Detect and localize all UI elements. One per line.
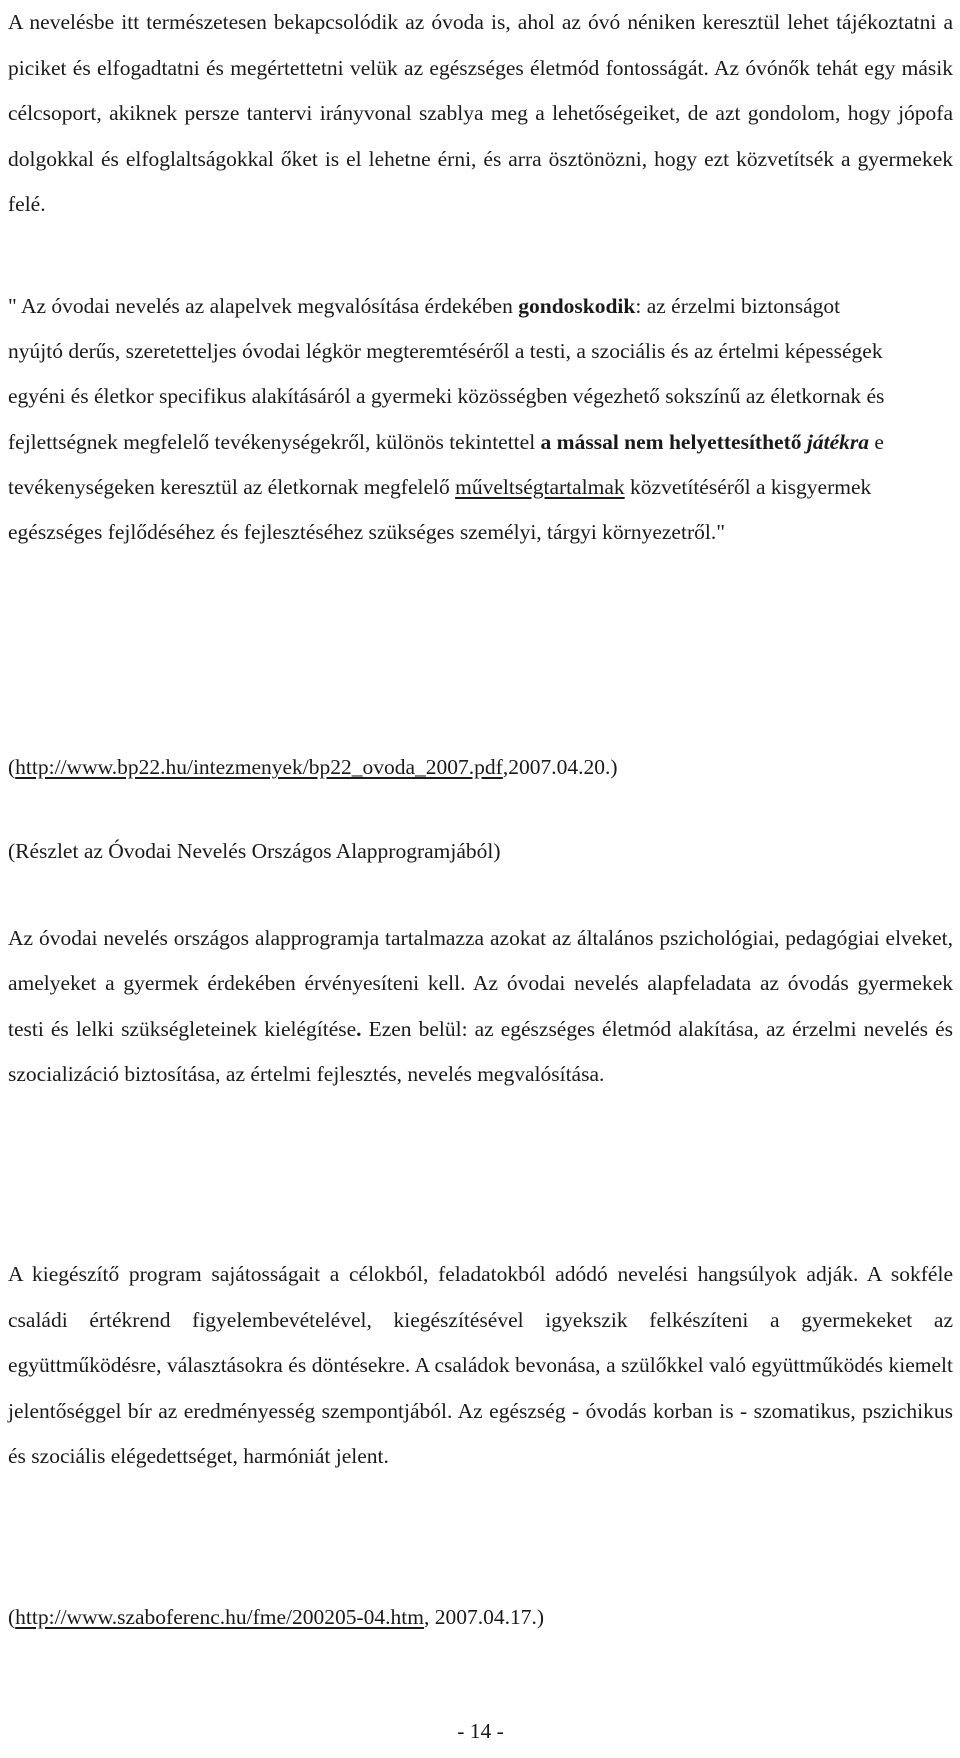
source-citation-1 — [8, 752, 898, 782]
quote-bold-phrase: a mással nem helyettesíthető — [540, 429, 802, 454]
program-text-1: Az óvodai nevelés országos alapprogramja tartalmazza azokat az általános pszichológiai, pedagógiai elveket, amelyeket a gyermek érdekében érvényesíteni kell. Az óvodai nevelés alapfeladata az óvodás gyermekek testi és lelki szükségleteinek kielégítése — [8, 926, 953, 1041]
source1-link[interactable]: http://www.bp22.hu/intezmenyek/bp22_ovoda_2007.pdf — [15, 755, 503, 779]
quote-underlined-word: műveltségtartalmak — [455, 474, 625, 499]
paragraph-program — [8, 916, 953, 1097]
source2-text: (Részlet az Óvodai Nevelés Országos Alapprogramjából) — [8, 839, 501, 863]
paragraph-intro — [8, 0, 953, 228]
intro-text: A nevelésbe itt természetesen bekapcsolódik az óvoda is, ahol az óvó néniken keresztül lehet tájékoztatni a piciket és elfogadtatni és megértettetni velük az egészséges életmód fontosságát. Az óvónők tehát egy másik célcsoport, akiknek persze tantervi irányvonal szablya meg a lehetőségeiket, de azt gondolom, hogy jópofa dolgokkal és elfoglaltságokkal őket is el lehetne érni, és arra ösztönözni, hogy ezt közvetítsék a gyermekek felé. — [8, 10, 953, 217]
paragraph-kiegeszito — [8, 1252, 953, 1480]
source3-link[interactable]: http://www.szaboferenc.hu/fme/200205-04.htm — [15, 1605, 424, 1629]
quote-text-3: e tevékenységeken keresztül az életkornak megfelelő — [8, 429, 884, 499]
quote-text-1: " Az óvodai nevelés az alapelvek megvalósítása érdekében — [8, 294, 519, 318]
source3-open: ( — [8, 1605, 16, 1629]
quote-bolditalic-jatekra: játékra — [806, 429, 869, 454]
source-citation-2 — [8, 836, 898, 866]
page-number: - 14 - — [457, 1719, 504, 1743]
program-bold-dot: . — [356, 1016, 362, 1041]
source-citation-3 — [8, 1602, 898, 1632]
source1-rest: ,2007.04.20.) — [502, 755, 618, 779]
quote-text-4: közvetítéséről a kisgyermek egészséges fejlődéséhez és fejlesztéséhez szükséges személyi, tárgyi környezetről." — [8, 474, 872, 545]
paragraph-quote — [8, 284, 898, 555]
source1-open: ( — [8, 755, 16, 779]
quote-bold-gondoskodik: gondoskodik — [518, 294, 636, 318]
kiegeszito-text: A kiegészítő program sajátosságait a célokból, feladatokból adódó nevelési hangsúlyok adják. A sokféle családi értékrend figyelembevételével, kiegészítésével igyekszik felkészíteni a gyermekeket az együttműködésre, választásokra és döntésekre. A családok bevonása, a szülőkkel való együttműködés kiemelt jelentőséggel bír az eredményesség szempontjából. Az egészség - óvodás korban is - szomatikus, pszichikus és szociális elégedettséget, harmóniát jelent. — [8, 1262, 953, 1469]
program-text-2: Ezen belül: az egészséges életmód alakítása, az érzelmi nevelés és szocializáció biztosítása, az értelmi fejlesztés, nevelés megvalósítása. — [8, 1016, 953, 1086]
document-page — [8, 0, 953, 1758]
source3-rest: , 2007.04.17.) — [423, 1605, 545, 1629]
quote-text-2: : az érzelmi biztonságot nyújtó derűs, szeretetteljes óvodai légkör megteremtéséről a testi, a szociális és az értelmi képességek egyéni és életkor specifikus alakításáról a gyermeki közösségben végezhető sokszínű az életkornak és fejlettségnek megfelelő tevékenységekről, különös tekintettel — [8, 294, 885, 454]
